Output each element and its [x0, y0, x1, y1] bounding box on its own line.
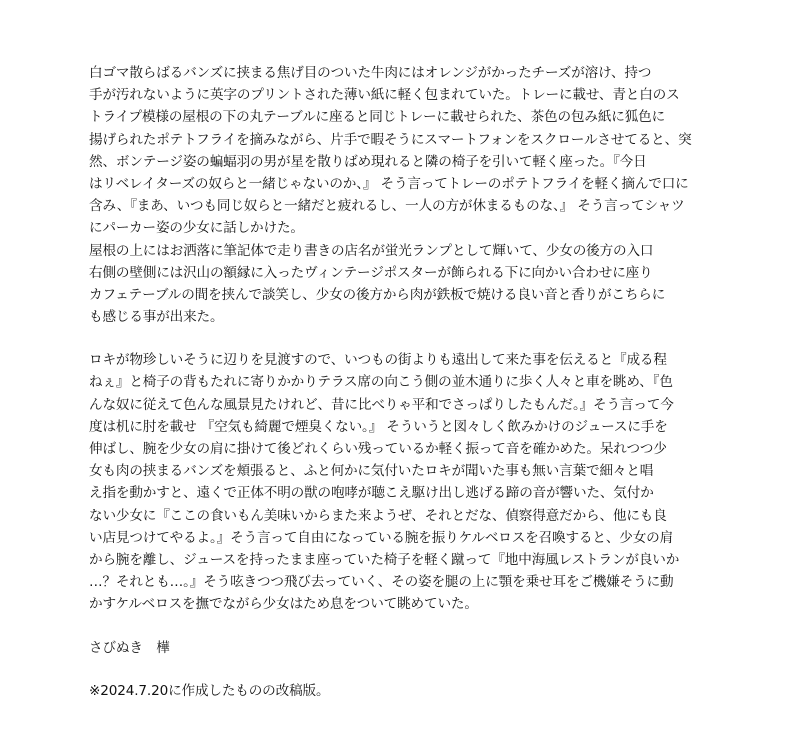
text-line: ない少女に『ここの食いもん美味いからまた来ようぜ、それとだな、偵察得意だから、他にも良 [89, 507, 667, 524]
text-line: ロキが物珍しいそうに辺りを見渡すので、いつもの街よりも遠出して来た事を伝えると『成る程 [89, 352, 667, 369]
text-line: 揚げられたポテトフライを摘みながら、片手で暇そうにスマートフォンをスクロールさせてると、突 [89, 131, 692, 148]
text-line: 右側の壁側には沢山の額縁に入ったヴィンテージポスターが飾られる下に向かい合わせに座り [89, 264, 653, 281]
text-line: 屋根の上にはお洒落に筆記体で走り書きの店名が蛍光ランプとして輝いて、少女の後方の入口 [89, 242, 654, 259]
paragraph-1 [89, 62, 714, 328]
paragraph-2 [89, 349, 714, 615]
text-line: 白ゴマ散らばるバンズに挟まる焦げ目のついた牛肉にはオレンジがかったチーズが溶け、持つ [89, 65, 652, 81]
document-page [89, 62, 714, 702]
text-line: はリベレイターズの奴らと一緒じゃないのか、』 そう言ってトレーのポテトフライを軽く摘んで口に [89, 175, 689, 192]
text-line: 含み、『まあ、いつも同じ奴らと一緒だと疲れるし、一人の方が休まるものな、』 そう言ってシャツ [89, 198, 685, 215]
paragraph-gap [89, 328, 714, 349]
text-line: 女も肉の挟まるバンズを頬張ると、ふと何かに気付いたロキが聞いた事も無い言葉で細々と唱 [89, 463, 654, 480]
text-line: も感じる事が出来た。 [89, 309, 224, 326]
text-line: んな奴に従えて色んな風景見たけれど、昔に比べりゃ平和でさっぱりしたもんだ。』そう言って今 [89, 396, 674, 413]
text-line: え指を動かすと、遠くで正体不明の獣の咆哮が聴こえ駆け出し逃げる蹄の音が響いた、気付か [89, 485, 654, 502]
text-line: トライプ模様の屋根の下の丸テーブルに座ると同じトレーに載せられた、茶色の包み紙に狐色に [89, 109, 666, 126]
text-line: ねぇ』と椅子の背もたれに寄りかかりテラス席の向こう側の並木通りに歩く人々と車を眺め、『色 [89, 374, 673, 391]
paragraph-gap [89, 616, 714, 637]
paragraph-gap [89, 659, 714, 680]
text-line: …？それとも…。』そう呟きつつ飛び去っていく、その姿を腿の上に顎を乗せ耳をご機嫌そうに動 [89, 574, 674, 591]
text-line: い店見つけてやるよ。』そう言って自由になっている腕を振りケルベロスを召喚すると、少女の肩 [89, 529, 674, 546]
text-line: にパーカー姿の少女に話しかけた。 [89, 220, 304, 237]
revision-note: ※2024.7.20に作成したものの改稿版。 [89, 682, 330, 699]
text-line: かすケルベロスを撫でながら少女はため息をついて眺めていた。 [89, 596, 478, 613]
author-signature: さびぬき 樺 [89, 639, 170, 656]
text-line: カフェテーブルの間を挟んで談笑し、少女の後方から肉が鉄板で焼ける良い音と香りがこちらに [89, 286, 666, 303]
text-line: 度は机に肘を載せ 『空気も綺麗で煙臭くない。』 そういうと図々しく飲みかけのジュースに手を [89, 418, 668, 435]
text-line: から腕を離し、ジュースを持ったまま座っていた椅子を軽く蹴って『地中海風レストランが良いか [89, 551, 680, 568]
text-line: 然、ボンテージ姿の蝙蝠羽の男が星を散りばめ現れると隣の椅子を引いて軽く座った。『今日 [89, 153, 647, 170]
text-line: 手が汚れないように英字のプリントされた薄い紙に軽く包まれていた。トレーに載せ、青と白のス [89, 87, 680, 104]
text-line: 伸ばし、腕を少女の肩に掛けて後どれくらい残っているか軽く振って音を確かめた。呆れつつ少 [89, 441, 667, 457]
